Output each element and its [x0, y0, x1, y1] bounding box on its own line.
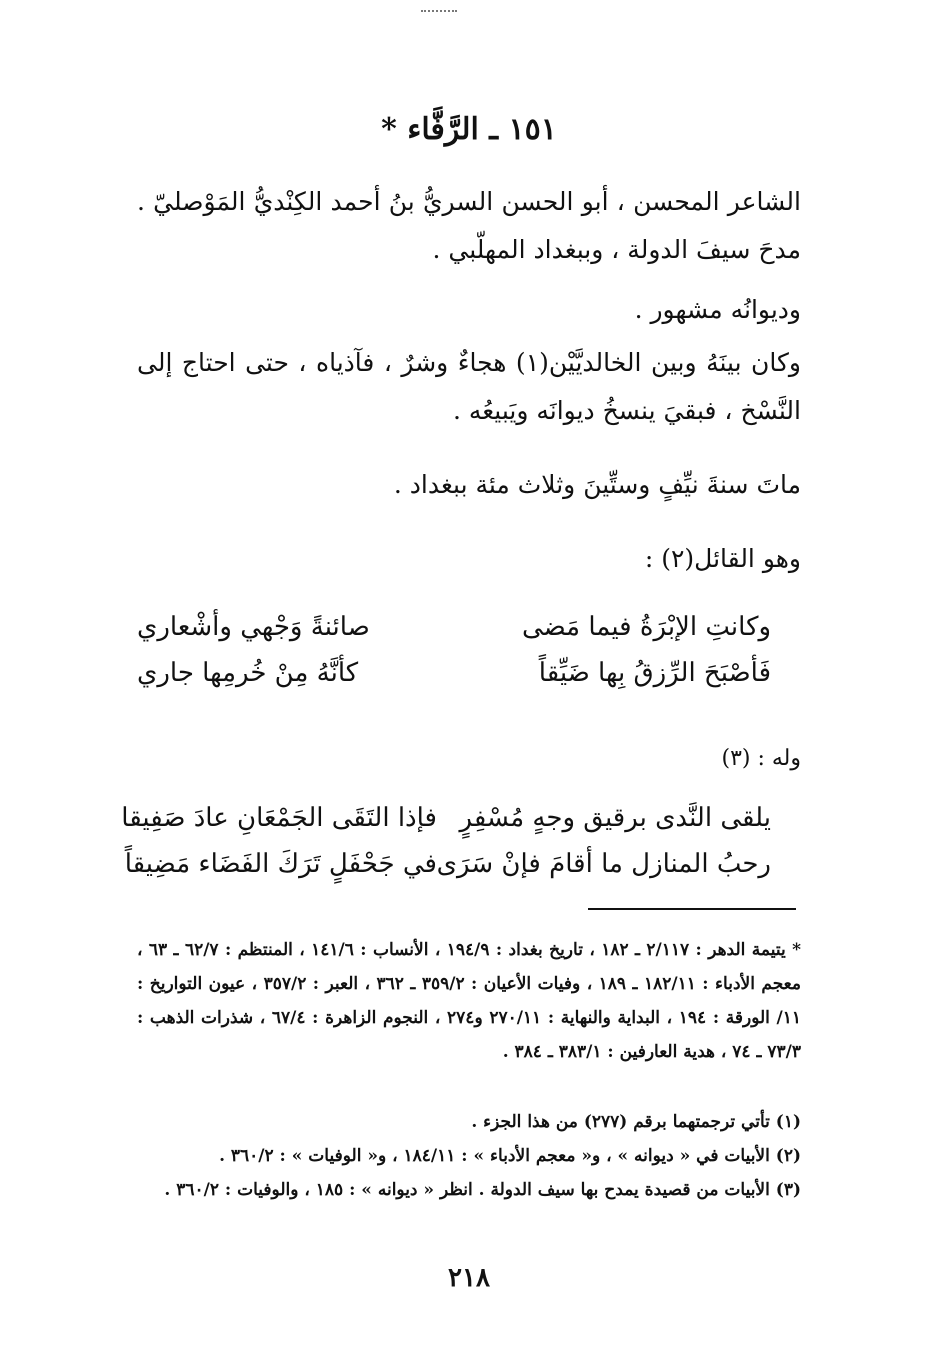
- page-number: ٢١٨: [448, 1263, 490, 1293]
- footnote-sources: * يتيمة الدهر : ٢/١١٧ ـ ١٨٢ ، تاريخ بغداد : ١٩٤/٩ ، الأنساب : ١٤١/٦ ، المنتظم : ٦٢/٧ ـ ٦٣ ، معجم الأدباء : ١٨٢/١١ ـ ١٨٩ ، وفيات الأعيان : ٣٥٩/٢ ـ ٣٦٢ ، العبر : ٣٥٧/٢ ، عيون التواريخ : ١١/ الورقة : ١٩٤ ، البداية والنهاية : ٢٧٠/١١ و٢٧٤ ، النجوم الزاهرة : ٦٧/٤ ، شذرات الذهب : ٧٣/٣ ـ ٧٤ ، هدية العارفين : ٣٨٣/١ ـ ٣٨٤ .: [137, 940, 801, 1062]
- verse-second-hemistich: في جَحْفَلٍ تَرَكَ الفَضَاء مَضِيقاً: [124, 849, 437, 879]
- quote-intro-2: وله : (٣): [721, 746, 801, 771]
- top-dotted-mark: [421, 10, 457, 12]
- footnote-1: (١) تأتي ترجمتهما برقم (٢٧٧) من هذا الجزء .: [471, 1112, 801, 1132]
- verse-second-hemistich: فإذا التَقَى الجَمْعَانِ عادَ صَفِيقا: [121, 803, 437, 833]
- verse-first-hemistich: يلقى النَّدى برقيق وجهٍ مُسْفِرٍ: [459, 803, 771, 833]
- footnote-divider: [588, 908, 796, 910]
- footnote-2: (٢) الأبيات في « ديوانه » ، و« معجم الأدباء » : ١٨٤/١١ ، و« الوفيات » : ٣٦٠/٢ .: [219, 1146, 801, 1166]
- verse-first-hemistich: وكانتِ الإبْرَةُ فيما مَضى: [521, 612, 771, 642]
- verse-line: [137, 649, 801, 697]
- quote-intro-1: وهو القائل(٢) :: [644, 544, 801, 573]
- verse-line: [124, 840, 801, 888]
- verse-line: [121, 794, 801, 842]
- verse-line: [137, 603, 801, 651]
- verse-first-hemistich: رحبُ المنازل ما أقامَ فإنْ سَرَى: [436, 849, 771, 879]
- khalidiyyan-paragraph: وكان بينَهُ وبين الخالديَّيْن(١) هجاءٌ وشرٌ ، فآذياه ، حتى احتاج إلى النَّسْخ ، فبقيَ ينسخُ ديوانَه ويَبيعُه .: [137, 348, 801, 425]
- entry-title: ١٥١ ـ الرَّفَّاء *: [381, 112, 557, 147]
- verse-second-hemistich: صائنةً وَجْهي وأشْعاري: [137, 612, 370, 642]
- diwan-paragraph: وديوانُه مشهور .: [634, 295, 801, 324]
- verse-first-hemistich: فَأصْبَحَ الرِّزقُ بِها ضَيِّقاً: [538, 658, 771, 688]
- footnote-3: (٣) الأبيات من قصيدة يمدح بها سيف الدولة . انظر « ديوانه » : ١٨٥ ، والوفيات : ٣٦٠/٢ .: [164, 1180, 801, 1200]
- verse-second-hemistich: كأنَّهُ مِنْ خُرمِها جاري: [137, 658, 359, 688]
- death-paragraph: ماتَ سنةَ نيِّفٍ وستِّينَ وثلاث مئة ببغداد .: [393, 470, 801, 499]
- intro-paragraph: الشاعر المحسن ، أبو الحسن السريُّ بنُ أحمد الكِنْديُّ المَوْصليّ . مدحَ سيفَ الدولة ، وببغداد المهلّبي .: [137, 187, 801, 264]
